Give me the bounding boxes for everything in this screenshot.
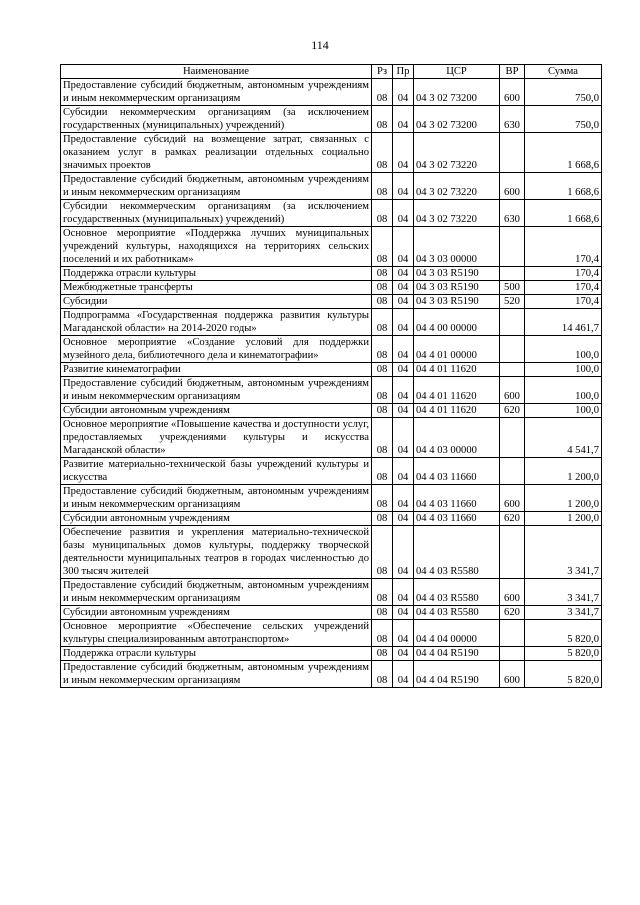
row-pr: 04 (393, 404, 414, 418)
row-sum: 4 541,7 (525, 418, 602, 458)
row-name: Предоставление субсидий бюджетным, автономным учреждениям и иным некоммерческим организациям (61, 579, 372, 606)
row-csr: 04 3 02 73200 (414, 106, 500, 133)
table-row (61, 620, 602, 647)
row-sum: 1 200,0 (525, 458, 602, 485)
row-vr (500, 363, 525, 377)
row-name: Субсидии автономным учреждениям (61, 404, 372, 418)
table-row (61, 309, 602, 336)
row-sum: 750,0 (525, 106, 602, 133)
row-rz: 08 (372, 200, 393, 227)
page-number: 114 (311, 38, 329, 52)
row-vr: 600 (500, 661, 525, 688)
row-csr: 04 3 02 73200 (414, 79, 500, 106)
table-row (61, 404, 602, 418)
row-sum: 1 668,6 (525, 133, 602, 173)
row-name: Развитие кинематографии (61, 363, 372, 377)
row-name: Основное мероприятие «Обеспечение сельских учреждений культуры специализированным автотранспортом» (61, 620, 372, 647)
row-vr: 600 (500, 79, 525, 106)
row-pr: 04 (393, 309, 414, 336)
row-vr: 600 (500, 173, 525, 200)
row-rz: 08 (372, 133, 393, 173)
row-pr: 04 (393, 458, 414, 485)
row-name: Основное мероприятие «Поддержка лучших муниципальных учреждений культуры, находящихся на территориях сельских поселений и их работникам» (61, 227, 372, 267)
table-row (61, 526, 602, 579)
row-pr: 04 (393, 647, 414, 661)
row-rz: 08 (372, 606, 393, 620)
row-name: Предоставление субсидий бюджетным, автономным учреждениям и иным некоммерческим организациям (61, 79, 372, 106)
row-sum: 100,0 (525, 336, 602, 363)
row-name: Предоставление субсидий на возмещение затрат, связанных с оказанием услуг в рамках реализации отдельных социально значимых проектов (61, 133, 372, 173)
row-csr: 04 4 03 00000 (414, 418, 500, 458)
row-sum: 1 668,6 (525, 173, 602, 200)
row-vr: 600 (500, 377, 525, 404)
row-name: Субсидии (61, 295, 372, 309)
row-rz: 08 (372, 526, 393, 579)
row-csr: 04 4 03 R5580 (414, 526, 500, 579)
row-csr: 04 4 03 11660 (414, 458, 500, 485)
row-sum: 170,4 (525, 295, 602, 309)
row-pr: 04 (393, 336, 414, 363)
header-csr: ЦСР (414, 65, 500, 79)
row-pr: 04 (393, 512, 414, 526)
table-row (61, 377, 602, 404)
row-rz: 08 (372, 363, 393, 377)
row-name: Развитие материально-технической базы учреждений культуры и искусства (61, 458, 372, 485)
row-pr: 04 (393, 227, 414, 267)
table-row (61, 579, 602, 606)
row-sum: 100,0 (525, 377, 602, 404)
header-rz: Рз (372, 65, 393, 79)
header-pr: Пр (393, 65, 414, 79)
row-sum: 3 341,7 (525, 606, 602, 620)
row-pr: 04 (393, 377, 414, 404)
row-csr: 04 3 03 R5190 (414, 267, 500, 281)
table-row (61, 281, 602, 295)
row-vr: 620 (500, 404, 525, 418)
table-row (61, 458, 602, 485)
table-row (61, 200, 602, 227)
row-vr: 600 (500, 485, 525, 512)
row-sum: 3 341,7 (525, 526, 602, 579)
row-sum: 1 200,0 (525, 485, 602, 512)
row-name: Предоставление субсидий бюджетным, автономным учреждениям и иным некоммерческим организациям (61, 377, 372, 404)
row-csr: 04 4 01 00000 (414, 336, 500, 363)
table-row (61, 106, 602, 133)
table-row (61, 512, 602, 526)
row-csr: 04 3 03 R5190 (414, 281, 500, 295)
row-csr: 04 4 01 11620 (414, 404, 500, 418)
row-name: Основное мероприятие «Создание условий для поддержки музейного дела, библиотечного дела и кинематографии» (61, 336, 372, 363)
table-row (61, 173, 602, 200)
row-name: Поддержка отрасли культуры (61, 647, 372, 661)
row-vr (500, 418, 525, 458)
row-pr: 04 (393, 485, 414, 512)
row-sum: 170,4 (525, 281, 602, 295)
row-pr: 04 (393, 661, 414, 688)
table-row (61, 647, 602, 661)
row-sum: 5 820,0 (525, 661, 602, 688)
table-header-row (61, 65, 602, 79)
table-row (61, 227, 602, 267)
row-pr: 04 (393, 79, 414, 106)
row-rz: 08 (372, 79, 393, 106)
row-vr: 600 (500, 579, 525, 606)
header-sum: Сумма (525, 65, 602, 79)
row-pr: 04 (393, 267, 414, 281)
row-rz: 08 (372, 309, 393, 336)
row-name: Основное мероприятие «Повышение качества и доступности услуг, предоставляемых учреждениями культуры и искусства Магаданской области» (61, 418, 372, 458)
row-pr: 04 (393, 200, 414, 227)
table-row (61, 418, 602, 458)
row-name: Обеспечение развития и укрепления материально-технической базы муниципальных домов культуры, поддержку творческой деятельности муниципальных театров в городах численностью до 300 тысяч жителей (61, 526, 372, 579)
row-pr: 04 (393, 606, 414, 620)
row-vr: 630 (500, 106, 525, 133)
row-rz: 08 (372, 267, 393, 281)
row-csr: 04 3 02 73220 (414, 173, 500, 200)
row-pr: 04 (393, 620, 414, 647)
row-name: Предоставление субсидий бюджетным, автономным учреждениям и иным некоммерческим организациям (61, 485, 372, 512)
row-csr: 04 4 00 00000 (414, 309, 500, 336)
row-vr (500, 647, 525, 661)
row-vr: 620 (500, 512, 525, 526)
row-sum: 170,4 (525, 227, 602, 267)
budget-table (60, 64, 602, 688)
row-pr: 04 (393, 173, 414, 200)
row-rz: 08 (372, 661, 393, 688)
row-sum: 14 461,7 (525, 309, 602, 336)
row-rz: 08 (372, 620, 393, 647)
table-row (61, 661, 602, 688)
row-csr: 04 4 03 11660 (414, 485, 500, 512)
row-rz: 08 (372, 458, 393, 485)
row-sum: 170,4 (525, 267, 602, 281)
row-name: Предоставление субсидий бюджетным, автономным учреждениям и иным некоммерческим организациям (61, 661, 372, 688)
row-csr: 04 3 03 00000 (414, 227, 500, 267)
row-vr: 620 (500, 606, 525, 620)
row-rz: 08 (372, 404, 393, 418)
table-row (61, 79, 602, 106)
row-vr (500, 309, 525, 336)
row-name: Поддержка отрасли культуры (61, 267, 372, 281)
row-sum: 1 200,0 (525, 512, 602, 526)
row-vr (500, 267, 525, 281)
row-pr: 04 (393, 106, 414, 133)
row-csr: 04 3 02 73220 (414, 200, 500, 227)
row-rz: 08 (372, 579, 393, 606)
table-row (61, 606, 602, 620)
row-csr: 04 4 03 R5580 (414, 606, 500, 620)
table-body (61, 79, 602, 688)
row-sum: 750,0 (525, 79, 602, 106)
row-vr (500, 526, 525, 579)
row-csr: 04 4 04 00000 (414, 620, 500, 647)
row-name: Подпрограмма «Государственная поддержка развития культуры Магаданской области» на 2014-2020 годы» (61, 309, 372, 336)
table-row (61, 485, 602, 512)
row-rz: 08 (372, 295, 393, 309)
table-row (61, 363, 602, 377)
row-vr (500, 227, 525, 267)
row-vr: 520 (500, 295, 525, 309)
row-csr: 04 4 01 11620 (414, 363, 500, 377)
row-pr: 04 (393, 295, 414, 309)
row-sum: 100,0 (525, 404, 602, 418)
row-rz: 08 (372, 336, 393, 363)
row-name: Субсидии автономным учреждениям (61, 512, 372, 526)
header-vr: ВР (500, 65, 525, 79)
table-row (61, 336, 602, 363)
row-name: Субсидии некоммерческим организациям (за исключением государственных (муниципальных) учреждений) (61, 200, 372, 227)
row-csr: 04 4 04 R5190 (414, 661, 500, 688)
row-sum: 5 820,0 (525, 620, 602, 647)
row-sum: 5 820,0 (525, 647, 602, 661)
row-rz: 08 (372, 485, 393, 512)
row-sum: 100,0 (525, 363, 602, 377)
row-vr (500, 620, 525, 647)
row-csr: 04 3 02 73220 (414, 133, 500, 173)
row-rz: 08 (372, 647, 393, 661)
row-name: Предоставление субсидий бюджетным, автономным учреждениям и иным некоммерческим организациям (61, 173, 372, 200)
table-row (61, 267, 602, 281)
row-rz: 08 (372, 106, 393, 133)
row-pr: 04 (393, 281, 414, 295)
row-rz: 08 (372, 377, 393, 404)
row-csr: 04 3 03 R5190 (414, 295, 500, 309)
row-vr (500, 133, 525, 173)
row-vr: 630 (500, 200, 525, 227)
row-csr: 04 4 04 R5190 (414, 647, 500, 661)
row-name: Межбюджетные трансферты (61, 281, 372, 295)
row-pr: 04 (393, 526, 414, 579)
row-pr: 04 (393, 133, 414, 173)
table-row (61, 133, 602, 173)
row-rz: 08 (372, 173, 393, 200)
row-pr: 04 (393, 579, 414, 606)
row-pr: 04 (393, 418, 414, 458)
row-rz: 08 (372, 418, 393, 458)
row-name: Субсидии автономным учреждениям (61, 606, 372, 620)
row-vr (500, 458, 525, 485)
row-rz: 08 (372, 512, 393, 526)
table-row (61, 295, 602, 309)
row-csr: 04 4 03 R5580 (414, 579, 500, 606)
row-rz: 08 (372, 281, 393, 295)
row-vr (500, 336, 525, 363)
row-pr: 04 (393, 363, 414, 377)
header-name: Наименование (61, 65, 372, 79)
row-sum: 1 668,6 (525, 200, 602, 227)
row-vr: 500 (500, 281, 525, 295)
row-csr: 04 4 01 11620 (414, 377, 500, 404)
row-sum: 3 341,7 (525, 579, 602, 606)
row-name: Субсидии некоммерческим организациям (за исключением государственных (муниципальных) учреждений) (61, 106, 372, 133)
row-csr: 04 4 03 11660 (414, 512, 500, 526)
row-rz: 08 (372, 227, 393, 267)
